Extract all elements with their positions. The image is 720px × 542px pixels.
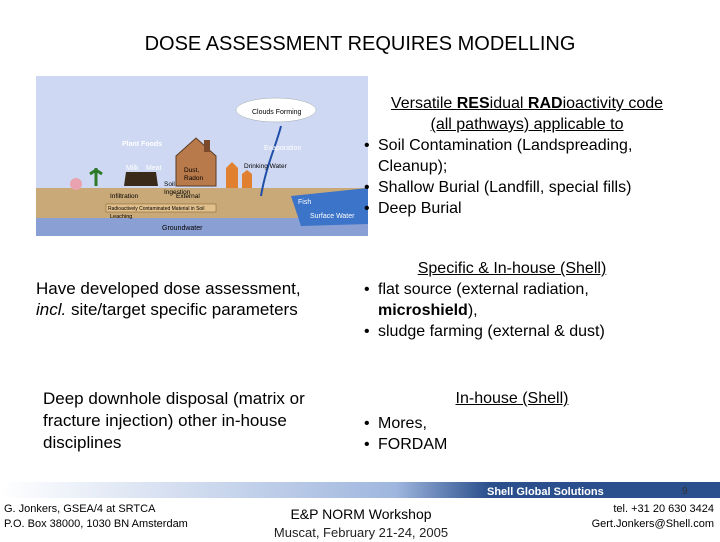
label-drinking-water: Drinking Water — [244, 163, 287, 170]
footer-contact: tel. +31 20 630 3424 Gert.Jonkers@Shell.com — [591, 503, 714, 530]
label-soil: Soil — [164, 181, 175, 188]
specific-list — [362, 279, 662, 342]
label-external: External — [176, 193, 200, 200]
list-item: • flat source (external radiation, microshield), — [362, 279, 662, 321]
label-surface-water: Surface Water — [310, 213, 355, 220]
application-list — [362, 135, 692, 219]
deep-disposal-text: Deep downhole disposal (matrix or fracture injection) other in-house disciplines — [43, 389, 305, 452]
label-milk: Milk — [126, 165, 139, 172]
label-infiltration: Infiltration — [110, 193, 139, 200]
footer-bar — [0, 482, 720, 498]
residual-radioactivity-block — [362, 93, 692, 219]
list-item: • Shallow Burial (Landfill, special fills) — [362, 177, 692, 198]
footer-event: E&P NORM Workshop Muscat, February 21-24, 2005 — [273, 506, 449, 540]
specific-inhouse-block — [362, 258, 662, 342]
label-contaminated: Radioactively Contaminated Material in Soil — [108, 206, 205, 212]
label-evaporation: Evaporation — [264, 145, 302, 152]
label-meat: Meat — [146, 165, 162, 172]
label-clouds: Clouds Forming — [252, 109, 302, 116]
pig-shape — [70, 178, 82, 190]
list-item: • Deep Burial — [362, 198, 692, 219]
label-radon: Radon — [184, 175, 204, 182]
label-ingestion: Ingestion — [164, 189, 191, 196]
list-item: • Soil Contamination (Landspreading, Cleanup); — [362, 135, 692, 177]
brand-logo-text: Shell Global Solutions — [487, 486, 604, 498]
footer-author: G. Jonkers, GSEA/4 at SRTCA P.O. Box 38000, 1030 BN Amsterdam — [4, 503, 188, 530]
exposure-pathways-diagram — [36, 76, 368, 236]
pathways-subheading: (all pathways) applicable to — [430, 116, 624, 133]
inhouse-list — [362, 413, 662, 455]
label-plant-foods: Plant Foods — [122, 141, 163, 148]
list-item: • sludge farming (external & dust) — [362, 321, 662, 342]
specific-inhouse-heading: Specific & In-house (Shell) — [417, 260, 607, 277]
residual-radioactivity-heading: Versatile RESidual RADioactivity code — [390, 95, 664, 112]
label-fish: Fish — [298, 199, 312, 206]
label-dust: Dust, — [184, 167, 200, 174]
list-item: • FORDAM — [362, 434, 662, 455]
chimney — [204, 140, 210, 152]
label-leaching: Leaching — [110, 214, 133, 220]
inhouse-heading: In-house (Shell) — [455, 390, 569, 407]
page-number: 9 — [682, 486, 688, 497]
label-groundwater: Groundwater — [162, 225, 203, 232]
dose-assessment-text: Have developed dose assessment, incl. site/target specific parameters — [36, 279, 301, 319]
slide-title: DOSE ASSESSMENT REQUIRES MODELLING — [144, 33, 576, 55]
inhouse-block — [362, 388, 662, 455]
list-item: • Mores, — [362, 413, 662, 434]
cow-shape — [124, 172, 158, 186]
